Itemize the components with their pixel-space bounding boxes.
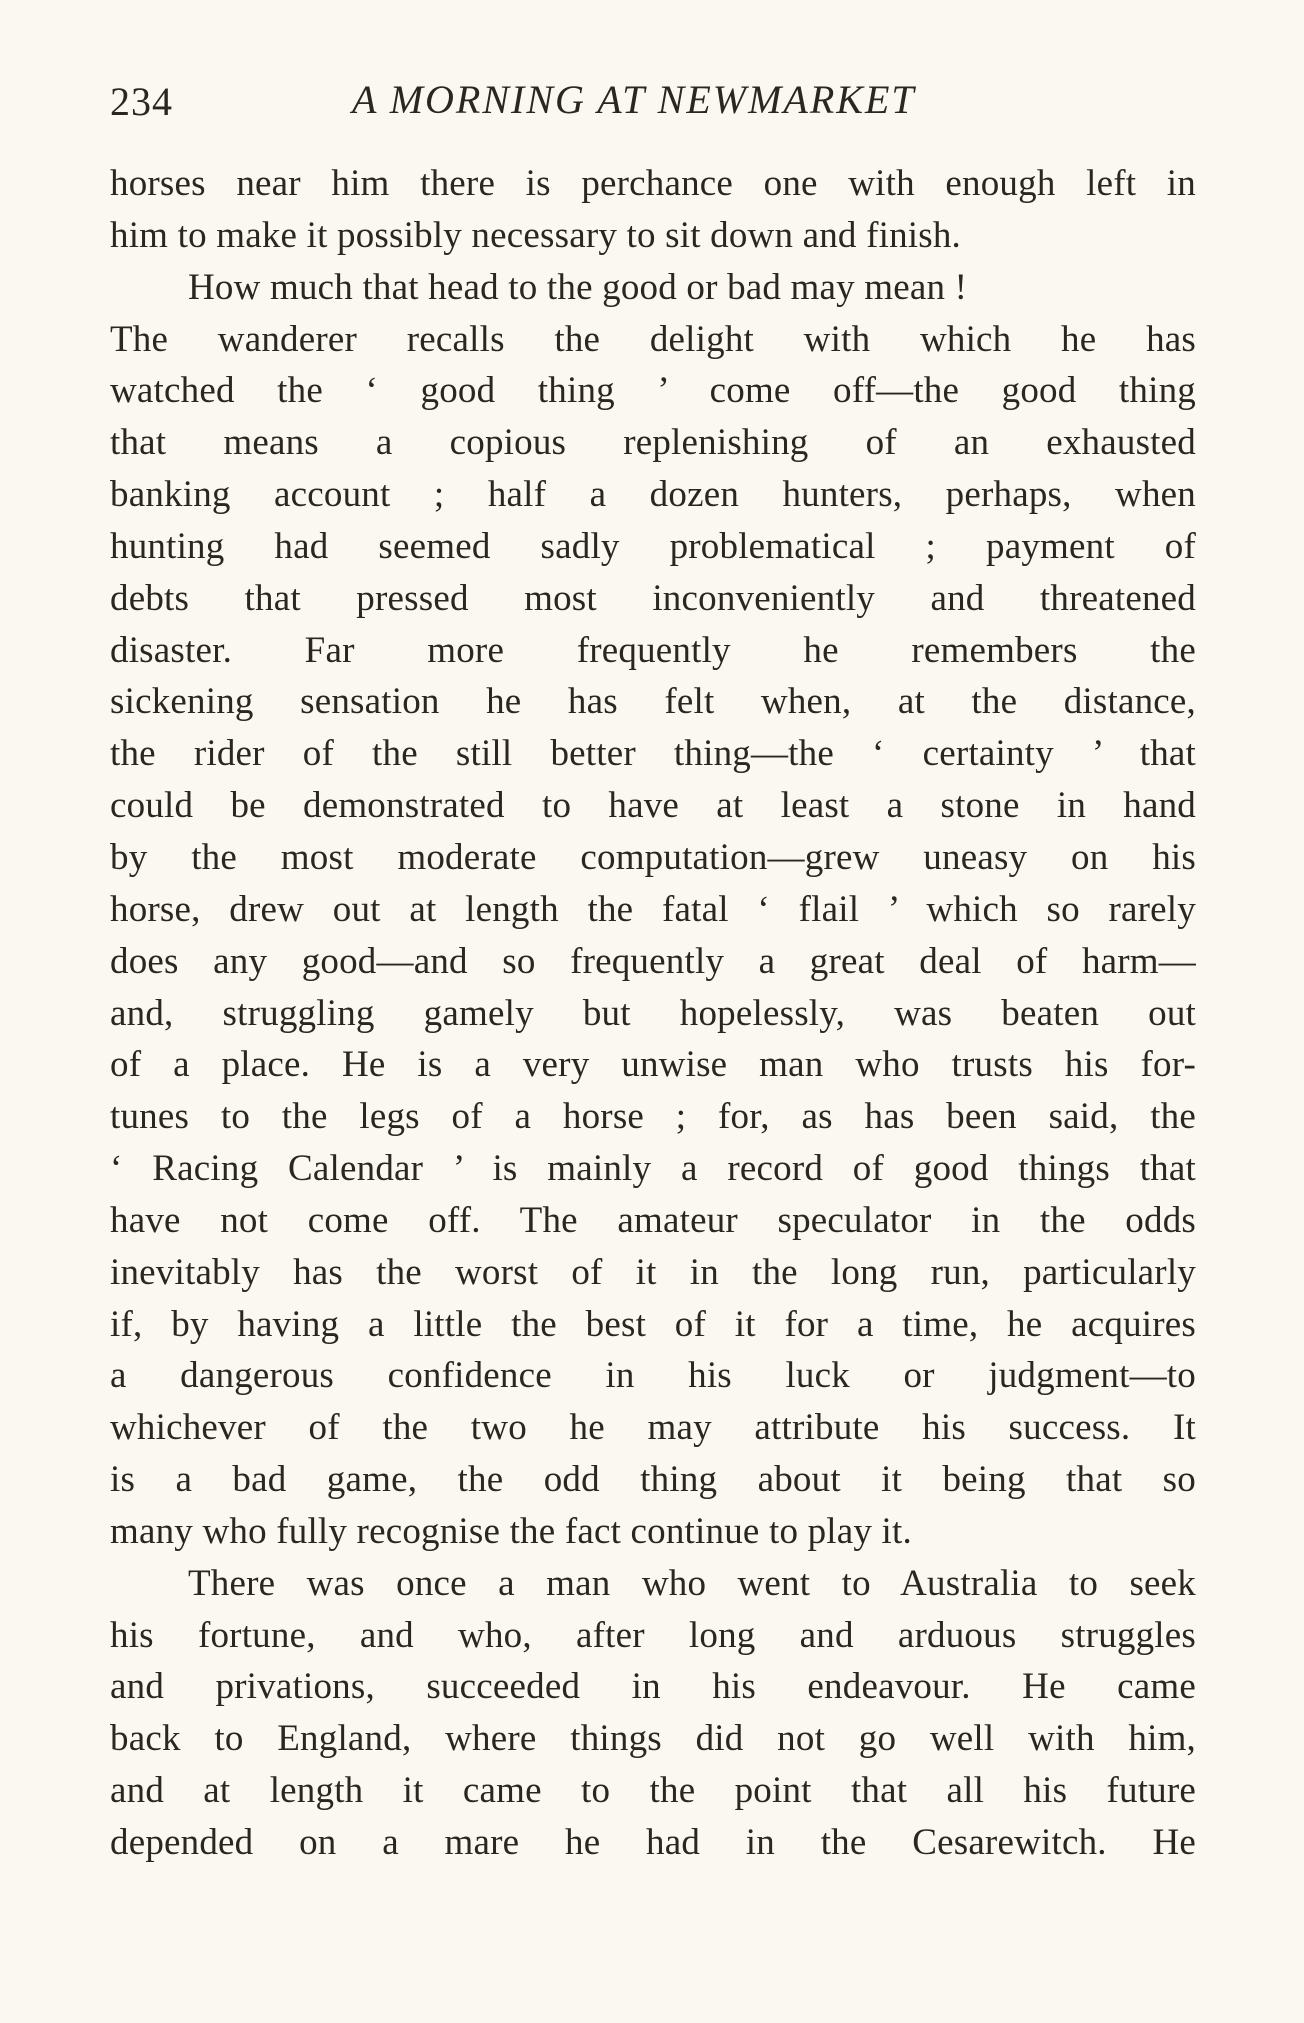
text-line: watched the ‘ good thing ’ come off—the good thing (110, 370, 1196, 412)
text-line: that means a copious replenishing of an exhausted (110, 422, 1196, 464)
text-line: could be demonstrated to have at least a stone in hand (110, 785, 1196, 827)
text-line: and privations, succeeded in his endeavour. He came (110, 1666, 1196, 1708)
text-line: if, by having a little the best of it for a time, he acquires (110, 1303, 1196, 1345)
text-line: sickening sensation he has felt when, at the distance, (110, 681, 1196, 723)
text-line: tunes to the legs of a horse ; for, as has been said, the (110, 1096, 1196, 1138)
text-line: hunting had seemed sadly problematical ; payment of (110, 525, 1196, 567)
text-line: How much that head to the good or bad may mean ! (188, 266, 968, 308)
text-line: ‘ Racing Calendar ’ is mainly a record of good things that (110, 1148, 1196, 1190)
text-line: back to England, where things did not go well with him, (110, 1718, 1196, 1760)
text-line: inevitably has the worst of it in the long run, particularly (110, 1251, 1196, 1293)
text-line: does any good—and so frequently a great deal of harm— (110, 940, 1196, 982)
text-line: have not come off. The amateur speculator in the odds (110, 1199, 1196, 1241)
text-line: by the most moderate computation—grew uneasy on his (110, 836, 1196, 878)
text-line: disaster. Far more frequently he remembers the (110, 629, 1196, 671)
text-line: his fortune, and who, after long and arduous struggles (110, 1614, 1196, 1656)
text-line: and, struggling gamely but hopelessly, was beaten out (110, 992, 1196, 1034)
page-number: 234 (110, 79, 173, 124)
text-line: The wanderer recalls the delight with which he has (110, 318, 1196, 360)
running-head (110, 78, 1210, 138)
text-line: whichever of the two he may attribute his success. It (110, 1407, 1196, 1449)
text-line: banking account ; half a dozen hunters, perhaps, when (110, 474, 1196, 516)
text-line: and at length it came to the point that all his future (110, 1770, 1196, 1812)
body-text (110, 158, 1196, 1869)
text-line: horses near him there is perchance one with enough left in (110, 163, 1196, 204)
text-line: a dangerous confidence in his luck or judgment—to (110, 1355, 1196, 1397)
text-line: is a bad game, the odd thing about it being that so (110, 1459, 1196, 1501)
text-line: him to make it possibly necessary to sit down and finish. (110, 214, 961, 256)
text-line: There was once a man who went to Australia to seek (188, 1562, 1196, 1604)
running-title: A MORNING AT NEWMARKET (352, 77, 916, 122)
text-line: of a place. He is a very unwise man who trusts his for- (110, 1044, 1196, 1086)
text-line: horse, drew out at length the fatal ‘ flail ’ which so rarely (110, 888, 1196, 930)
text-line: depended on a mare he had in the Cesarewitch. He (110, 1822, 1196, 1863)
text-line: the rider of the still better thing—the ‘ certainty ’ that (110, 733, 1196, 775)
text-line: many who fully recognise the fact continue to play it. (110, 1510, 912, 1552)
text-line: debts that pressed most inconveniently and threatened (110, 577, 1196, 619)
